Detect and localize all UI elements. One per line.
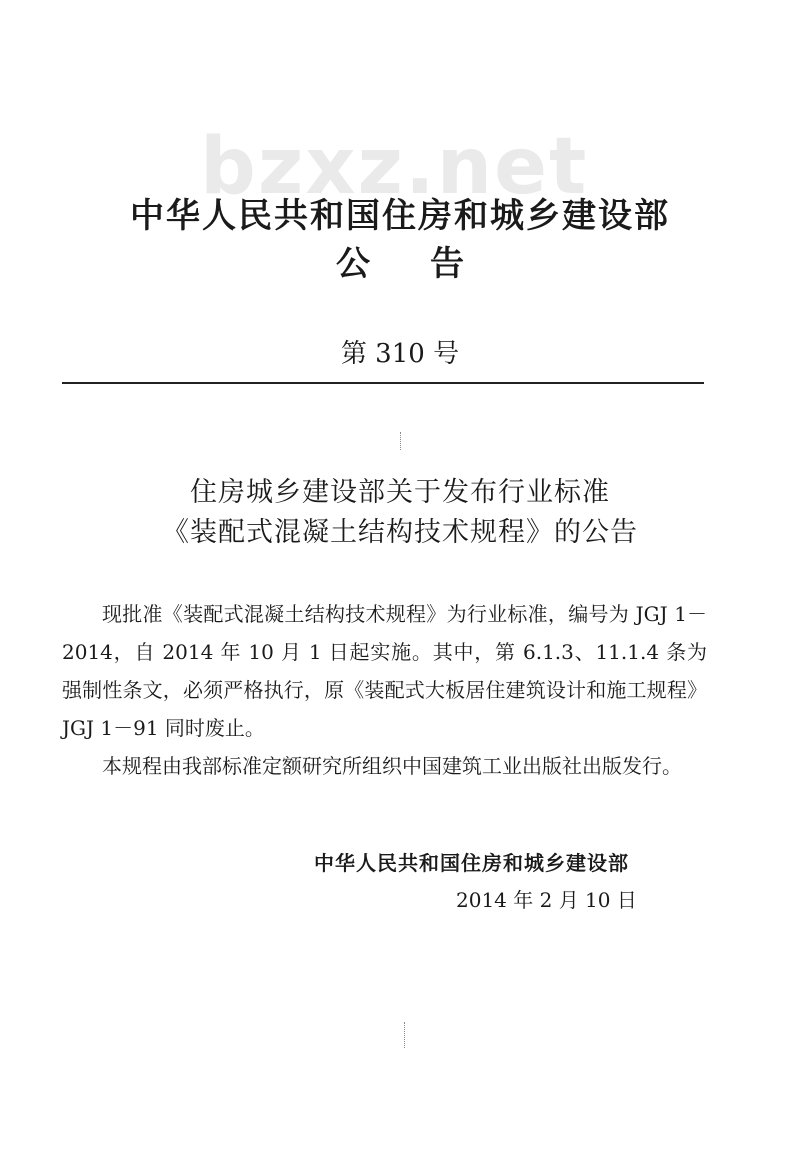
body-paragraph-2: 本规程由我部标准定额研究所组织中国建筑工业出版社出版发行。 [102, 754, 682, 778]
header-divider [62, 382, 704, 384]
body-paragraph-1: 现批准《装配式混凝土结构技术规程》为行业标准，编号为 JGJ 1－2014，自 2014 年 10 月 1 日起实施。其中，第 6.1.3、11.1.4 条为强制性条文，必须严格执行，原《装配式大板居住建筑设计和施工规程》JGJ 1－91 同时废止。 [62, 602, 707, 740]
signature-organization: 中华人民共和国住房和城乡建设部 [314, 851, 629, 875]
page-marker-dots [400, 432, 403, 450]
announcement-title-line2: 《装配式混凝土结构技术规程》的公告 [162, 517, 638, 548]
page-footer-dots [404, 1022, 407, 1048]
signature-date: 2014 年 2 月 10 日 [456, 888, 637, 912]
watermark: bzxz.net [200, 122, 589, 212]
announcement-title-line1: 住房城乡建设部关于发布行业标准 [190, 477, 610, 508]
document-type-heading: 公告 [336, 244, 524, 284]
announcement-number: 第 310 号 [340, 339, 460, 369]
announcement-body [62, 595, 707, 785]
issuer-heading: 中华人民共和国住房和城乡建设部 [130, 196, 670, 236]
